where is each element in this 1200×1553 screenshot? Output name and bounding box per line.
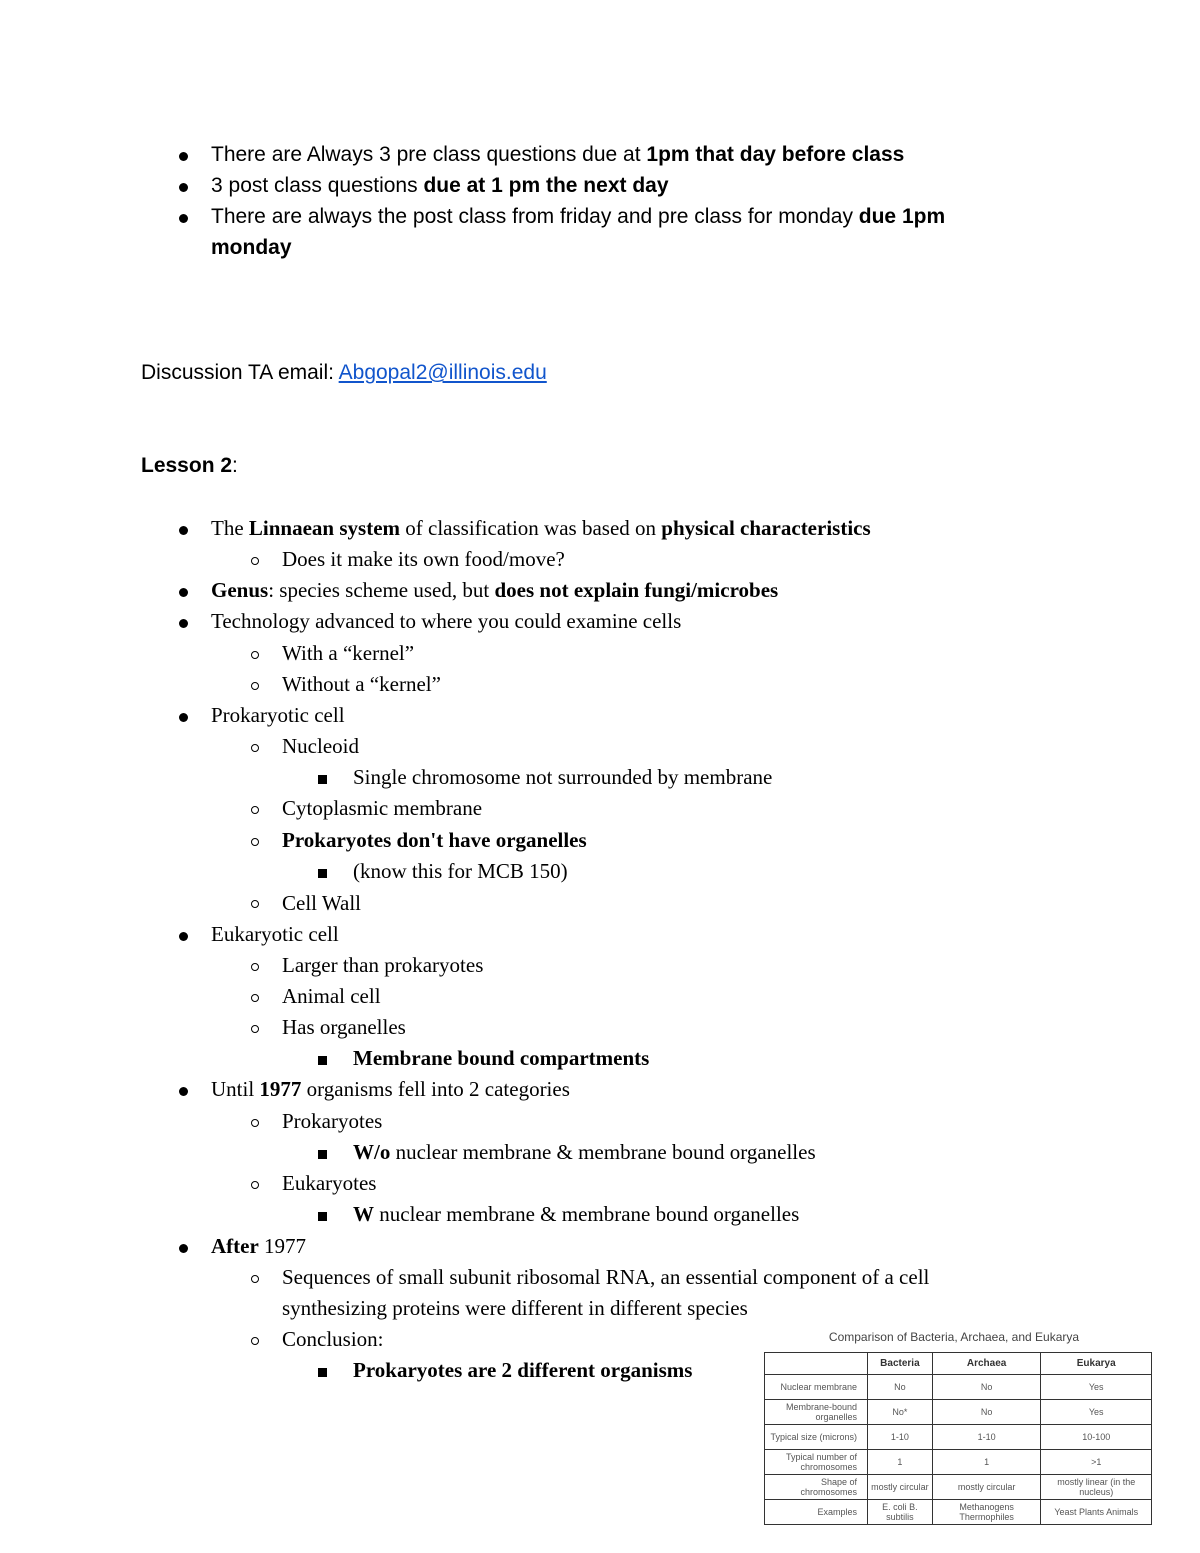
bullet-disc [179, 1244, 188, 1253]
note-line: Larger than prokaryotes [282, 953, 484, 977]
table-row [765, 1500, 1152, 1525]
note-line: Sequences of small subunit ribosomal RNA, an essential component of a cell [282, 1265, 930, 1289]
comparison-table-title: Comparison of Bacteria, Archaea, and Eukarya [828, 1330, 1080, 1344]
table-cell: 10-100 [1041, 1425, 1152, 1450]
bullet-circle [251, 557, 259, 565]
note-line: Has organelles [282, 1015, 406, 1039]
bullet-circle [251, 682, 259, 690]
bullet-circle [251, 744, 259, 752]
table-row-label: Examples [765, 1500, 868, 1525]
note-line: Until 1977 organisms fell into 2 categories [211, 1077, 570, 1101]
table-row [765, 1400, 1152, 1425]
table-cell: No [932, 1400, 1041, 1425]
table-row [765, 1450, 1152, 1475]
bullet-disc [179, 526, 188, 535]
table-row [765, 1375, 1152, 1400]
table-cell: >1 [1041, 1450, 1152, 1475]
note-line: Genus: species scheme used, but does not explain fungi/microbes [211, 578, 779, 602]
table-cell: No [932, 1375, 1041, 1400]
bullet-disc [179, 183, 188, 192]
note-line: Prokaryotes [282, 1109, 383, 1133]
table-row-label: Nuclear membrane [765, 1375, 868, 1400]
table-row [765, 1475, 1152, 1500]
top-bullet-3-cont: monday [211, 236, 292, 259]
bullet-circle [251, 1119, 259, 1127]
bullet-disc [179, 1087, 188, 1096]
note-line: Eukaryotic cell [211, 922, 339, 946]
note-line: W nuclear membrane & membrane bound organelles [353, 1202, 800, 1226]
bullet-circle [251, 1275, 259, 1283]
table-cell: Yeast Plants Animals [1041, 1500, 1152, 1525]
note-line: After 1977 [211, 1234, 307, 1258]
bullet-square [318, 1150, 327, 1159]
bullet-disc [179, 932, 188, 941]
table-cell: mostly linear (in the nucleus) [1041, 1475, 1152, 1500]
note-line: Prokaryotes are 2 different organisms [353, 1358, 693, 1382]
comparison-table [764, 1352, 1152, 1525]
bullet-disc [179, 152, 188, 161]
comparison-table-image [764, 1327, 1154, 1525]
note-line: Technology advanced to where you could examine cells [211, 609, 682, 633]
note-line: With a “kernel” [282, 641, 415, 665]
note-line: Membrane bound compartments [353, 1046, 650, 1070]
bullet-circle [251, 806, 259, 814]
bullet-circle [251, 838, 259, 846]
table-header-cell: Eukarya [1041, 1353, 1152, 1375]
table-cell: mostly circular [932, 1475, 1041, 1500]
note-line: Prokaryotic cell [211, 703, 345, 727]
table-header-cell: Bacteria [868, 1353, 933, 1375]
table-cell: Methanogens Thermophiles [932, 1500, 1041, 1525]
note-line: Prokaryotes don't have organelles [282, 828, 587, 852]
table-cell: Yes [1041, 1375, 1152, 1400]
table-row-label: Shape of chromosomes [765, 1475, 868, 1500]
table-row-label: Typical number of chromosomes [765, 1450, 868, 1475]
table-row-label: Membrane-bound organelles [765, 1400, 868, 1425]
bullet-disc [179, 619, 188, 628]
note-line: Cell Wall [282, 891, 361, 915]
table-cell: 1 [932, 1450, 1041, 1475]
table-row-label: Typical size (microns) [765, 1425, 868, 1450]
note-line: The Linnaean system of classification was based on physical characteristics [211, 516, 871, 540]
note-line: Single chromosome not surrounded by membrane [353, 765, 773, 789]
table-cell: 1-10 [932, 1425, 1041, 1450]
table-cell: mostly circular [868, 1475, 933, 1500]
top-bullet-3: There are always the post class from friday and pre class for monday due 1pm [211, 205, 946, 228]
table-cell: 1 [868, 1450, 933, 1475]
note-line: Eukaryotes [282, 1171, 377, 1195]
bullet-circle [251, 1181, 259, 1189]
bullet-square [318, 1056, 327, 1065]
bullet-disc [179, 588, 188, 597]
bullet-circle [251, 900, 259, 908]
bullet-circle [251, 1025, 259, 1033]
table-row [765, 1425, 1152, 1450]
table-header-cell [765, 1353, 868, 1375]
note-line: Nucleoid [282, 734, 359, 758]
lesson-heading: Lesson 2: [141, 454, 238, 477]
bullet-square [318, 1368, 327, 1377]
table-cell: 1-10 [868, 1425, 933, 1450]
note-line: W/o nuclear membrane & membrane bound organelles [353, 1140, 816, 1164]
table-cell: No [868, 1375, 933, 1400]
note-line: (know this for MCB 150) [353, 859, 568, 883]
bullet-square [318, 1212, 327, 1221]
bullet-circle [251, 994, 259, 1002]
bullet-circle [251, 1337, 259, 1345]
bullet-disc [179, 713, 188, 722]
discussion-ta-line: Discussion TA email: Abgopal2@illinois.edu [141, 361, 547, 384]
ta-email-link[interactable]: Abgopal2@illinois.edu [338, 361, 547, 384]
top-bullet-2: 3 post class questions due at 1 pm the next day [211, 174, 669, 197]
note-line: synthesizing proteins were different in different species [282, 1296, 748, 1320]
note-line: Cytoplasmic membrane [282, 796, 483, 820]
note-line: Conclusion: [282, 1327, 384, 1351]
bullet-circle [251, 963, 259, 971]
bullet-square [318, 775, 327, 784]
table-cell: Yes [1041, 1400, 1152, 1425]
bullet-circle [251, 651, 259, 659]
top-bullet-1: There are Always 3 pre class questions due at 1pm that day before class [211, 143, 905, 166]
table-cell: No* [868, 1400, 933, 1425]
bullet-square [318, 869, 327, 878]
table-cell: E. coli B. subtilis [868, 1500, 933, 1525]
bullet-disc [179, 214, 188, 223]
note-line: Does it make its own food/move? [282, 547, 565, 571]
note-line: Animal cell [282, 984, 381, 1008]
note-line: Without a “kernel” [282, 672, 441, 696]
table-header-cell: Archaea [932, 1353, 1041, 1375]
